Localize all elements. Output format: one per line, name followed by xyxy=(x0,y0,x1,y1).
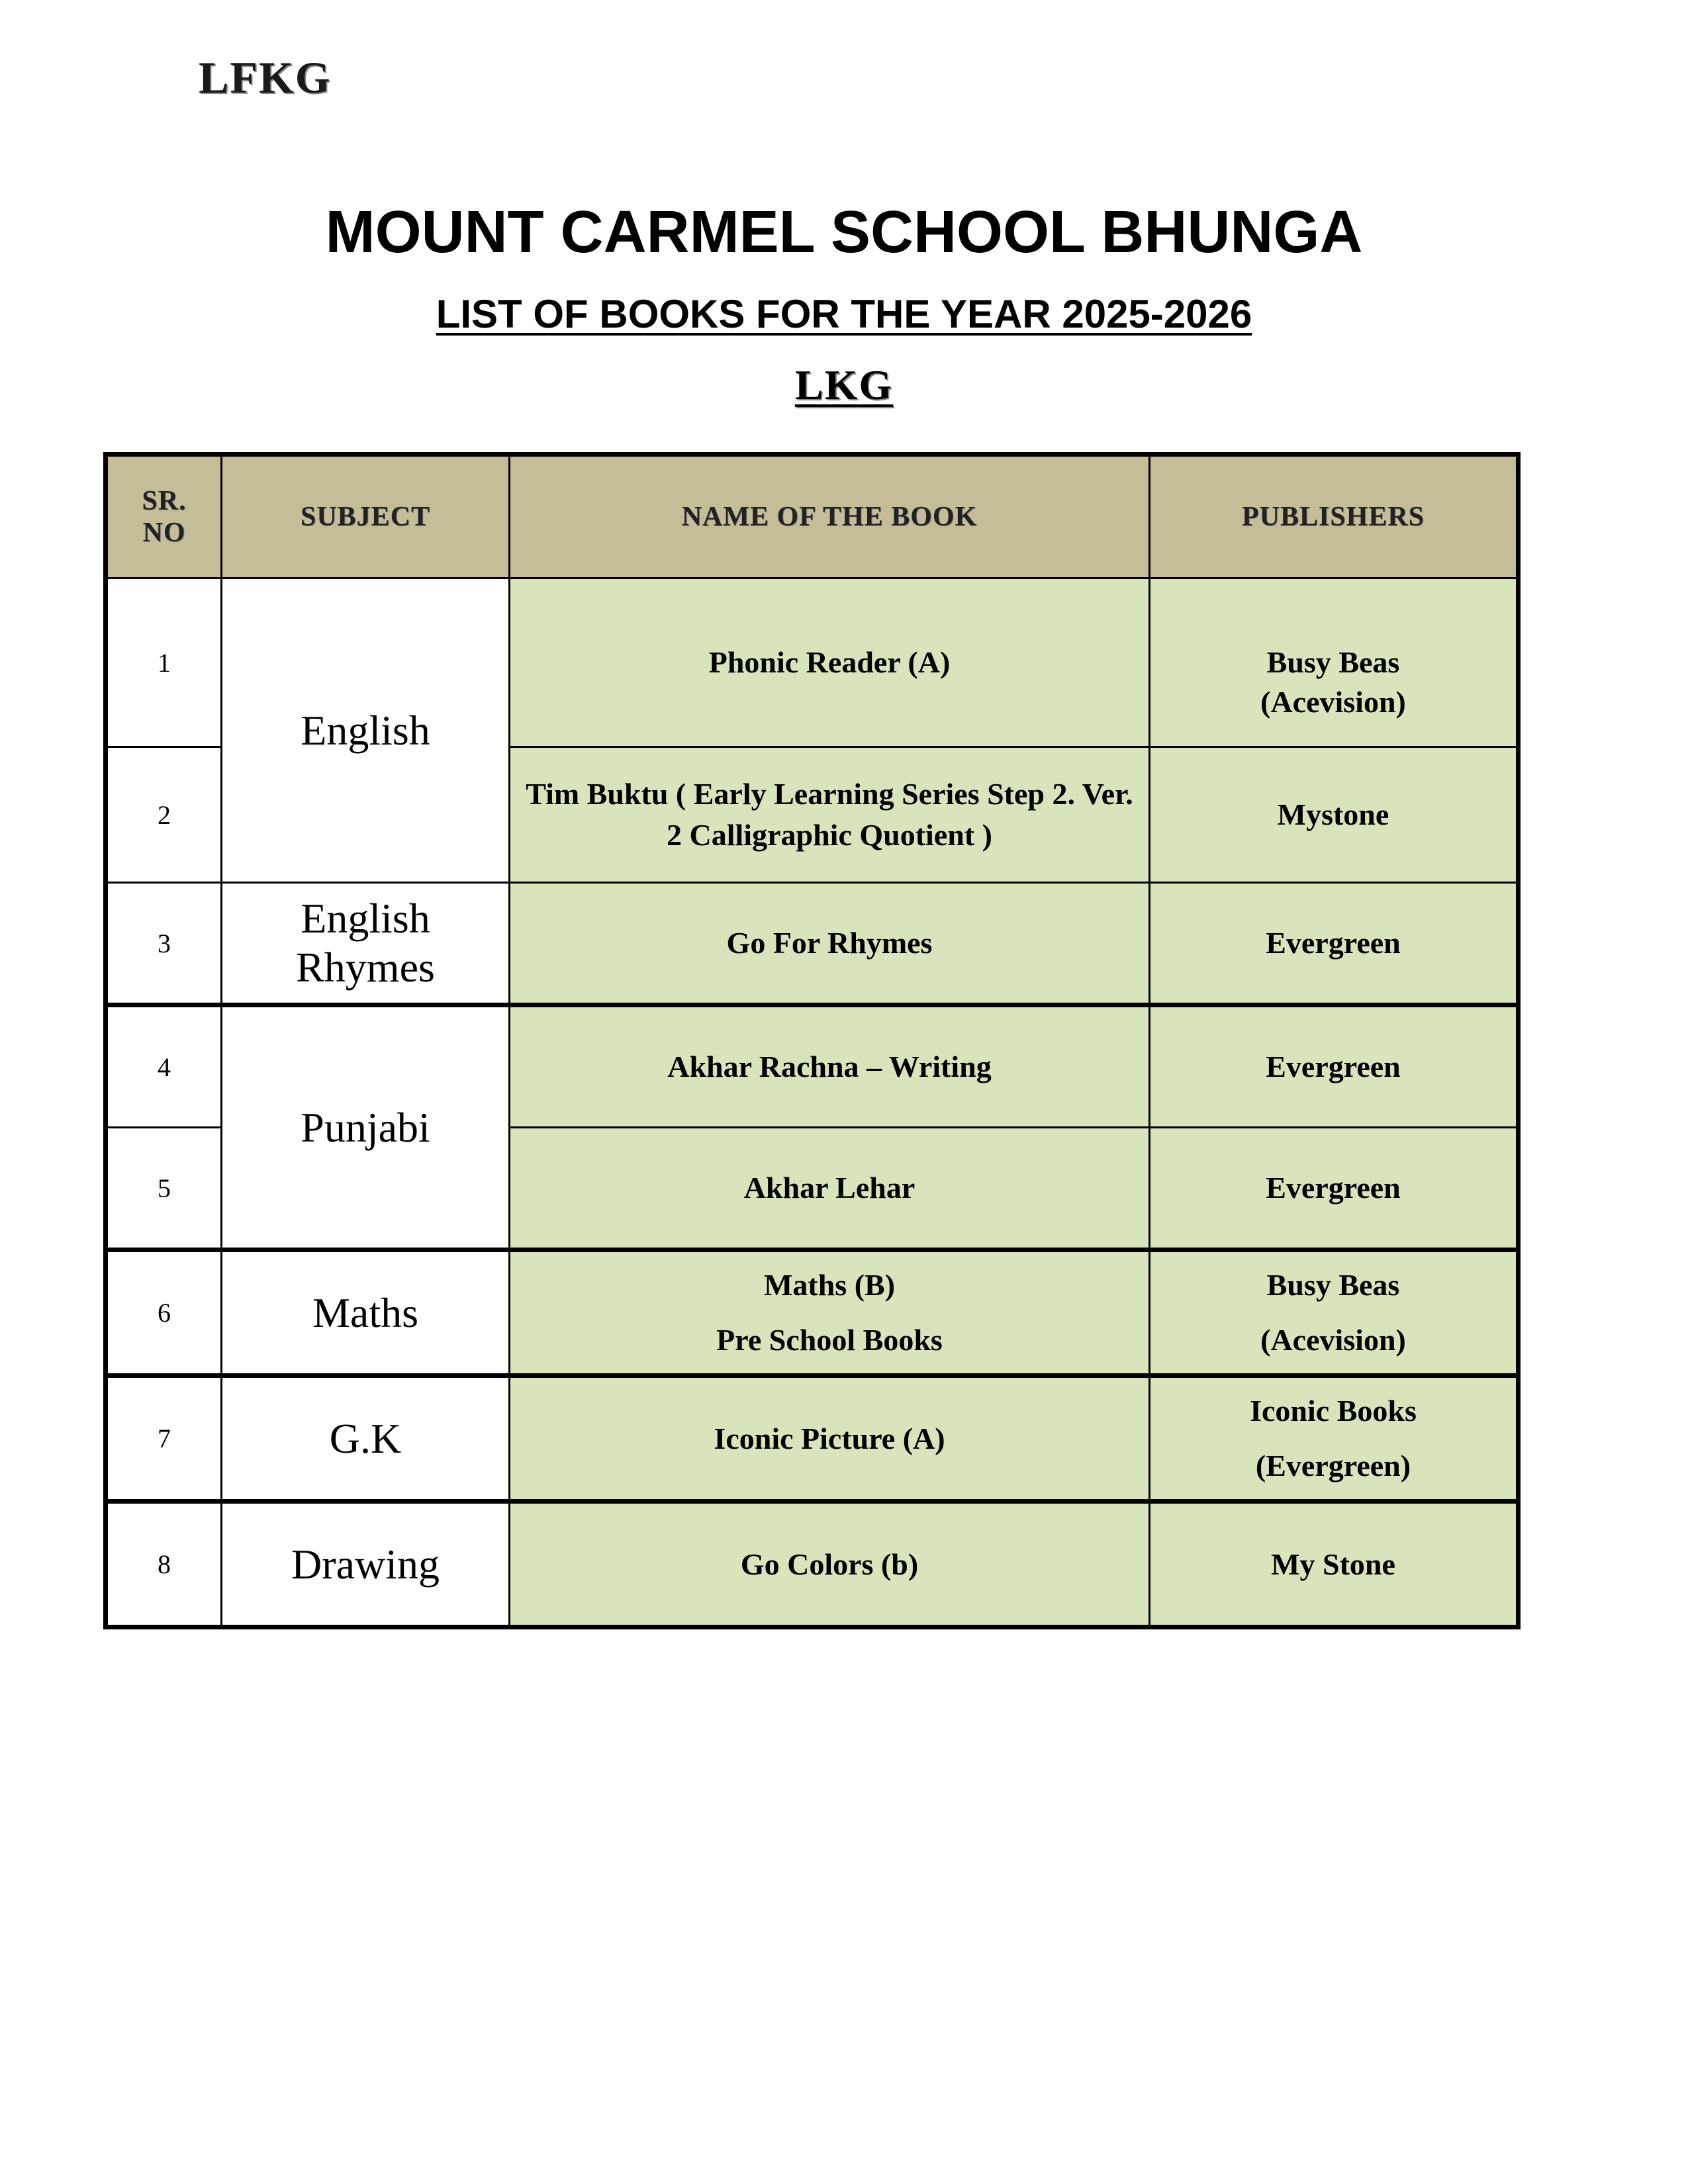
table-row xyxy=(106,1376,1519,1502)
publisher-cell: Evergreen xyxy=(1150,883,1519,1005)
subject-cell xyxy=(222,883,510,1005)
header-publishers: PUBLISHERS xyxy=(1150,455,1519,578)
class-label-text: LKG xyxy=(794,361,894,408)
publisher-cell: Evergreen xyxy=(1150,1005,1519,1128)
publisher-line1: Busy Beas xyxy=(1266,1267,1400,1302)
header-sr-no xyxy=(106,455,222,578)
sr-no-cell: 6 xyxy=(106,1250,222,1376)
book-cell: Phonic Reader (A) xyxy=(510,578,1150,747)
publisher-cell: Evergreen xyxy=(1150,1128,1519,1250)
publisher-line2: (Acevision) xyxy=(1260,1322,1406,1357)
subject-cell: Punjabi xyxy=(222,1005,510,1250)
book-line1: Maths (B) xyxy=(763,1267,896,1302)
header-subject: SUBJECT xyxy=(222,455,510,578)
sr-no-cell: 5 xyxy=(106,1128,222,1250)
sr-no-cell: 4 xyxy=(106,1005,222,1128)
book-cell xyxy=(510,1250,1150,1376)
sr-no-cell: 1 xyxy=(106,578,222,747)
book-list-table xyxy=(103,452,1521,1629)
table-row xyxy=(106,1502,1519,1627)
table-row xyxy=(106,1250,1519,1376)
sr-no-cell: 2 xyxy=(106,747,222,883)
header-sr-no-line1: SR. xyxy=(142,486,187,516)
school-title: MOUNT CARMEL SCHOOL BHUNGA xyxy=(325,199,1363,265)
publisher-cell xyxy=(1150,1250,1519,1376)
subject-line1: English xyxy=(301,895,430,942)
book-line2: 2 Calligraphic Quotient ) xyxy=(667,818,992,852)
header-row xyxy=(106,455,1519,578)
table-row xyxy=(106,883,1519,1005)
book-line2: Pre School Books xyxy=(716,1322,943,1357)
corner-tag: LFKG xyxy=(199,52,332,103)
publisher-line2: (Acevision) xyxy=(1260,685,1406,719)
publisher-cell: My Stone xyxy=(1150,1502,1519,1627)
publisher-cell: Mystone xyxy=(1150,747,1519,883)
publisher-cell xyxy=(1150,1376,1519,1502)
class-label xyxy=(0,361,1688,410)
publisher-line1: Busy Beas xyxy=(1266,645,1400,680)
header-book: NAME OF THE BOOK xyxy=(510,455,1150,578)
table-row xyxy=(106,578,1519,747)
subject-cell: Drawing xyxy=(222,1502,510,1627)
sr-no-cell: 3 xyxy=(106,883,222,1005)
subject-cell: English xyxy=(222,578,510,883)
header-sr-no-line2: NO xyxy=(142,518,186,548)
publisher-line1: Iconic Books xyxy=(1250,1393,1417,1428)
book-cell xyxy=(510,747,1150,883)
book-cell: Akhar Rachna – Writing xyxy=(510,1005,1150,1128)
subject-cell: G.K xyxy=(222,1376,510,1502)
subject-cell: Maths xyxy=(222,1250,510,1376)
sr-no-cell: 8 xyxy=(106,1502,222,1627)
publisher-cell xyxy=(1150,578,1519,747)
subtitle-text: LIST OF BOOKS FOR THE YEAR 2025-2026 xyxy=(436,292,1252,336)
book-cell: Go For Rhymes xyxy=(510,883,1150,1005)
book-line1: Tim Buktu ( Early Learning Series Step 2. Ver. xyxy=(526,776,1133,811)
subject-line2: Rhymes xyxy=(296,944,435,991)
table-row xyxy=(106,1005,1519,1128)
book-cell: Akhar Lehar xyxy=(510,1128,1150,1250)
book-cell: Go Colors (b) xyxy=(510,1502,1150,1627)
book-cell: Iconic Picture (A) xyxy=(510,1376,1150,1502)
publisher-line2: (Evergreen) xyxy=(1255,1448,1411,1482)
sr-no-cell: 7 xyxy=(106,1376,222,1502)
list-subtitle xyxy=(0,291,1688,337)
